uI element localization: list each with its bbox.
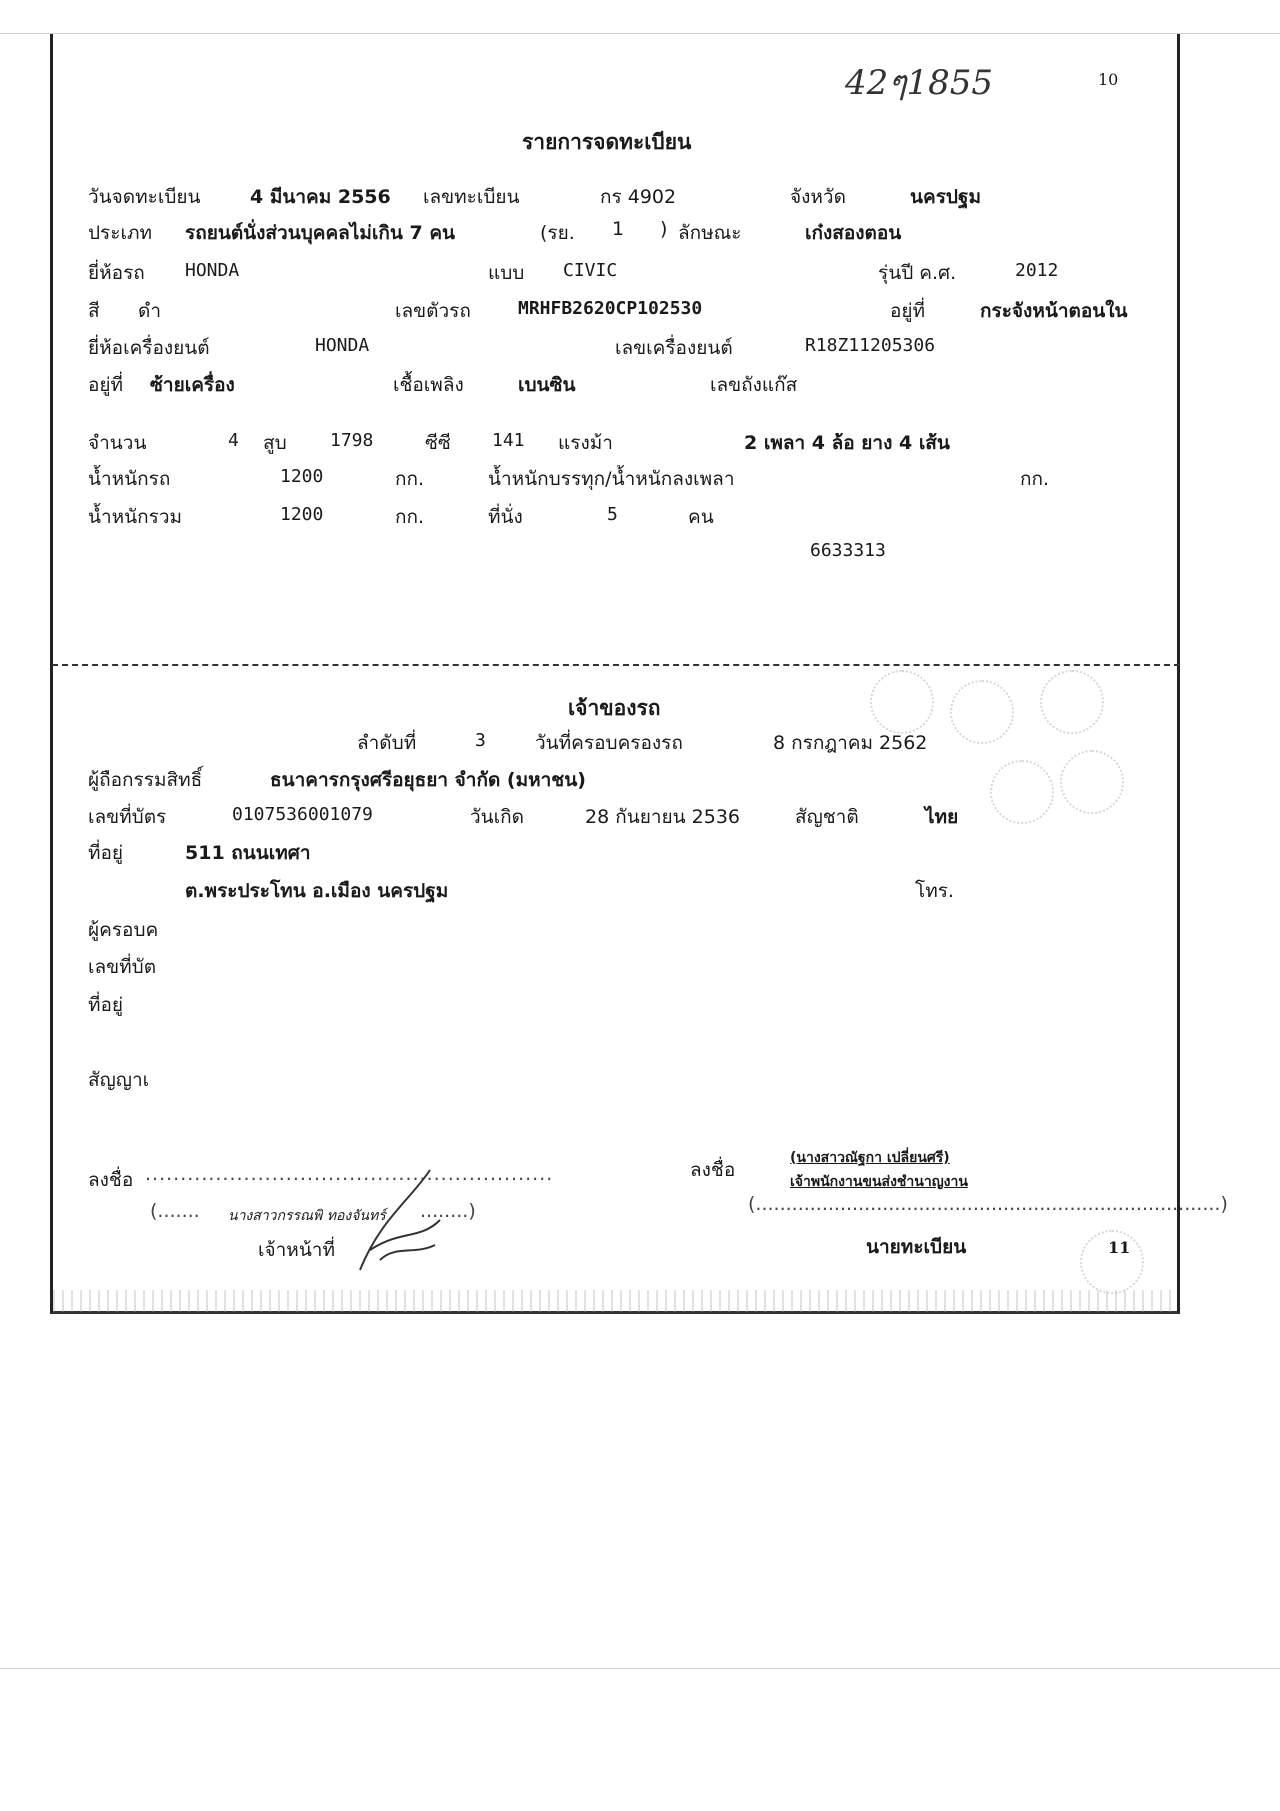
province-value: นครปฐม (910, 186, 981, 208)
signature-label-left: ลงชื่อ (88, 1169, 134, 1191)
order-label: ลำดับที่ (357, 732, 417, 754)
gas-tank-label: เลขถังแก๊ส (710, 374, 798, 396)
scan-bottom-edge (0, 1668, 1280, 1669)
id-number-label: เลขที่บัตร (88, 806, 167, 828)
chassis-label: เลขตัวรถ (395, 300, 471, 322)
cc-unit: ซีซี (425, 432, 451, 454)
character-value: เก๋งสองตอน (805, 222, 902, 244)
handwritten-number: 42ๆ1855 (845, 63, 994, 103)
reg-date-label: วันจดทะเบียน (88, 186, 201, 208)
cylinder-unit: สูบ (263, 432, 287, 454)
section-divider (52, 664, 1180, 666)
faint-stamp-mark (950, 680, 1014, 744)
ry-label: (รย. (540, 222, 575, 244)
fuel-value: เบนซิน (518, 374, 576, 396)
scan-noise-band (53, 1290, 1177, 1312)
birth-date-value: 28 กันยายน 2536 (585, 806, 741, 828)
registrar-title: นายทะเบียน (866, 1236, 967, 1258)
seats-value: 5 (607, 504, 618, 525)
weight-label: น้ำหนักรถ (88, 468, 171, 490)
character-label: ลักษณะ (678, 222, 742, 244)
horsepower-value: 141 (492, 430, 525, 451)
faint-stamp-mark (990, 760, 1054, 824)
axle-wheel-tyre: 2 เพลา 4 ล้อ ยาง 4 เส้น (744, 432, 950, 454)
chassis-location-value: กระจังหน้าตอนใน (980, 300, 1128, 322)
plate-label: เลขทะเบียน (423, 186, 520, 208)
type-value: รถยนต์นั่งส่วนบุคคลไม่เกิน 7 คน (185, 222, 456, 244)
weight-value: 1200 (280, 466, 324, 487)
phone-label: โทร. (915, 880, 954, 902)
nationality-value: ไทย (925, 806, 959, 828)
engine-brand-label: ยี่ห้อเครื่องยนต์ (88, 337, 210, 359)
province-label: จังหวัด (790, 186, 846, 208)
faint-stamp-mark (870, 670, 934, 734)
fuel-label: เชื้อเพลิง (393, 374, 464, 396)
engine-number-label: เลขเครื่องยนต์ (615, 337, 733, 359)
model-value: CIVIC (563, 260, 618, 281)
page-number-bottom: 11 (1108, 1238, 1131, 1257)
ry-close: ) (660, 218, 668, 240)
nationality-label: สัญชาติ (795, 806, 859, 828)
signer-name-left: นางสาวกรรณพิ ทองจันทร์ (228, 1208, 386, 1224)
engine-number-value: R18Z11205306 (805, 335, 936, 356)
engine-location-value: ซ้ายเครื่อง (150, 374, 235, 396)
possession-date-value: 8 กรกฎาคม 2562 (773, 732, 928, 754)
horsepower-unit: แรงม้า (558, 432, 613, 454)
year-value: 2012 (1015, 260, 1059, 281)
gross-weight-value: 1200 (280, 504, 324, 525)
holder-value: ธนาคารกรุงศรีอยุธยา จำกัด (มหาชน) (270, 769, 586, 791)
gross-weight-unit: กก. (395, 506, 425, 528)
page-number-top: 10 (1098, 70, 1119, 89)
order-value: 3 (475, 730, 486, 751)
color-label: สี (88, 300, 100, 322)
load-unit: กก. (1020, 468, 1050, 490)
brand-value: HONDA (185, 260, 240, 281)
signer-name-right: (นางสาวณัฐกา เปลี่ยนศรี) (790, 1150, 950, 1166)
seats-unit: คน (688, 506, 714, 528)
signature-label-right: ลงชื่อ (690, 1159, 736, 1181)
type-label: ประเภท (88, 222, 153, 244)
possessor-id-label: เลขที่บัต (88, 956, 157, 978)
color-value: ดำ (138, 300, 162, 322)
engine-brand-value: HONDA (315, 335, 370, 356)
gross-weight-label: น้ำหนักรวม (88, 506, 183, 528)
signature-dots-left: .......................................................... (145, 1163, 554, 1185)
holder-label: ผู้ถือกรรมสิทธิ์ (88, 769, 203, 791)
load-label: น้ำหนักบรรทุก/น้ำหนักลงเพลา (488, 468, 735, 490)
ry-value: 1 (612, 218, 625, 240)
address-line-2: ต.พระประโทน อ.เมือง นครปฐม (185, 880, 449, 902)
cc-value: 1798 (330, 430, 374, 451)
engine-location-label: อยู่ที่ (88, 374, 124, 396)
birth-date-label: วันเกิด (470, 806, 524, 828)
faint-stamp-mark (1040, 670, 1104, 734)
year-label: รุ่นปี ค.ศ. (878, 262, 957, 284)
brand-label: ยี่ห้อรถ (88, 262, 145, 284)
cylinder-label: จำนวน (88, 432, 147, 454)
owner-section-title: เจ้าของรถ (568, 696, 661, 720)
id-number-value: 0107536001079 (232, 804, 373, 825)
seats-label: ที่นั่ง (488, 506, 523, 528)
model-label: แบบ (488, 262, 525, 284)
signer-position-right: เจ้าพนักงานขนส่งชำนาญงาน (790, 1174, 968, 1190)
name-paren-right: (.............................................................................) (748, 1193, 1228, 1215)
document-title: รายการจดทะเบียน (522, 130, 692, 154)
address-label: ที่อยู่ (88, 842, 124, 864)
officer-title: เจ้าหน้าที่ (258, 1239, 336, 1261)
cylinder-value: 4 (228, 430, 239, 451)
chassis-value: MRHFB2620CP102530 (518, 298, 703, 319)
possessor-address-label: ที่อยู่ (88, 994, 124, 1016)
name-paren-left-open: (....... (150, 1200, 200, 1222)
contract-label: สัญญาเ (88, 1069, 150, 1091)
faint-stamp-mark (1060, 750, 1124, 814)
plate-value: กร 4902 (600, 186, 677, 208)
possession-date-label: วันที่ครอบครองรถ (535, 732, 683, 754)
name-paren-left-close: ........) (420, 1200, 476, 1222)
reg-date-value: 4 มีนาคม 2556 (250, 186, 391, 208)
address-line-1: 511 ถนนเทศา (185, 842, 311, 864)
chassis-location-label: อยู่ที่ (890, 300, 926, 322)
weight-unit: กก. (395, 468, 425, 490)
possessor-label: ผู้ครอบค (88, 919, 159, 941)
document-number: 6633313 (810, 540, 886, 561)
